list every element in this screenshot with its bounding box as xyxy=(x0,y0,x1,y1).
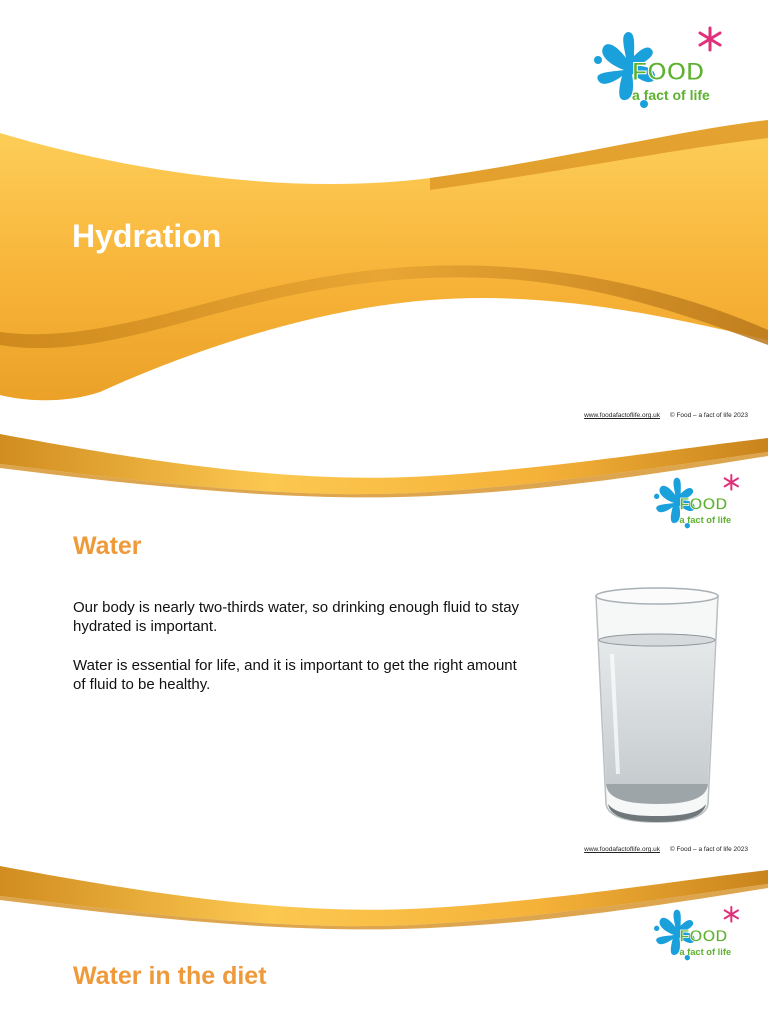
footer-link[interactable]: www.foodafactoflife.org.uk xyxy=(584,846,661,853)
food-logo xyxy=(654,472,742,534)
slide-water-in-diet xyxy=(0,866,768,1024)
footer xyxy=(584,412,748,419)
food-logo xyxy=(594,24,726,116)
slide-heading: Water xyxy=(73,532,142,560)
footer-copyright: © Food – a fact of life 2023 xyxy=(669,846,748,853)
footer xyxy=(584,846,748,853)
logo-brand: FOOD xyxy=(679,494,728,514)
band-wave xyxy=(0,866,768,936)
slide-water xyxy=(0,434,768,864)
footer-link[interactable]: www.foodafactoflife.org.uk xyxy=(584,412,661,419)
asterisk-icon xyxy=(700,28,720,50)
logo-tagline: a fact of life xyxy=(632,87,710,103)
glass-of-water-image xyxy=(590,584,724,824)
slide-heading: Water in the diet xyxy=(73,962,267,990)
logo-tagline: a fact of life xyxy=(679,515,732,525)
asterisk-icon xyxy=(725,907,738,922)
logo-tagline: a fact of life xyxy=(679,947,732,957)
paragraph: Water is essential for life, and it is important to get the right amount of fluid to be healthy. xyxy=(73,657,517,693)
footer-copyright: © Food – a fact of life 2023 xyxy=(669,412,748,419)
asterisk-icon xyxy=(725,475,738,490)
paragraph: Our body is nearly two-thirds water, so drinking enough fluid to stay hydrated is important. xyxy=(73,599,520,635)
logo-brand: FOOD xyxy=(679,926,728,946)
logo-brand: FOOD xyxy=(632,58,705,86)
slide-hydration xyxy=(0,0,768,432)
band-wave xyxy=(0,434,768,504)
slide-title: Hydration xyxy=(72,218,222,254)
food-logo xyxy=(654,904,742,966)
